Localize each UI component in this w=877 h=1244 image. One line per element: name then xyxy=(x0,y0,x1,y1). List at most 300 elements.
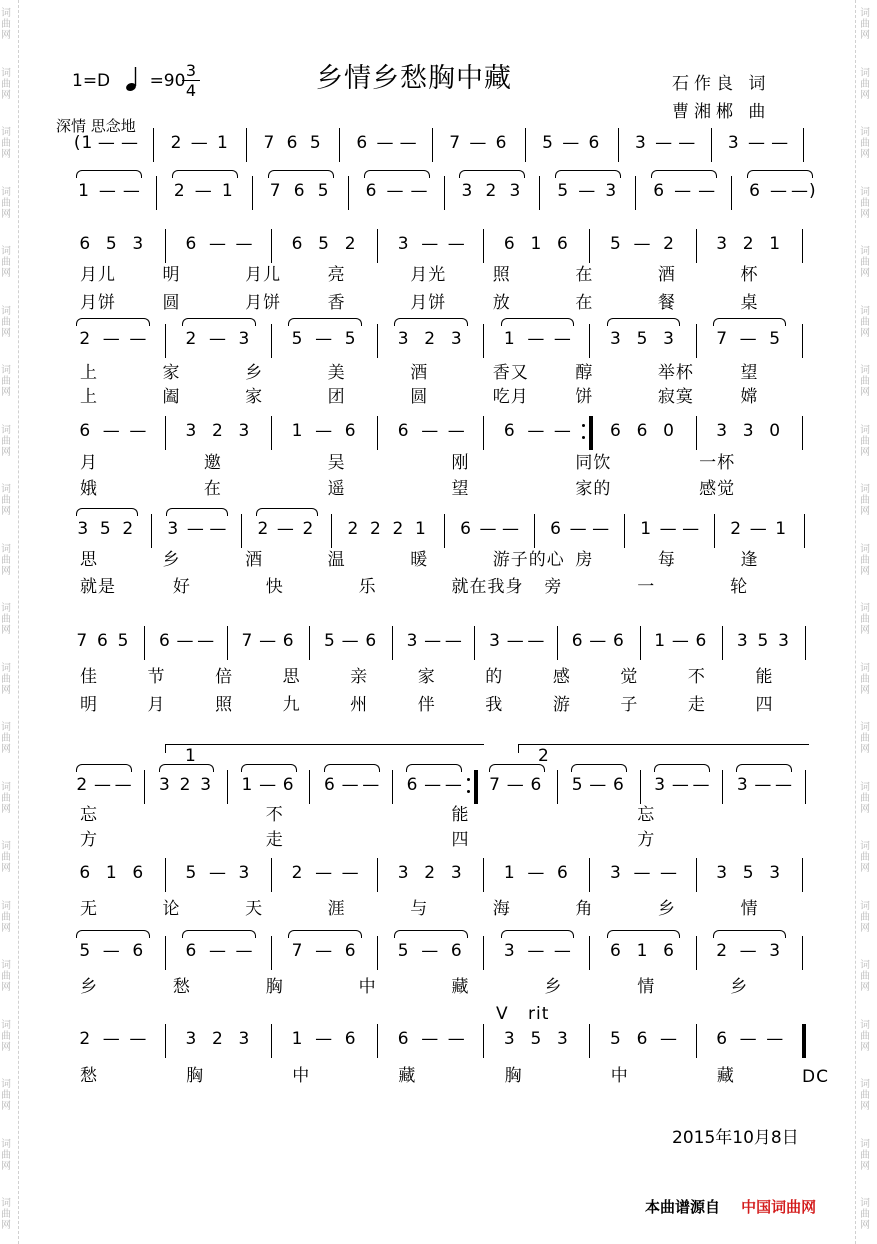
lyric-syllable: 倍 xyxy=(215,667,234,687)
watermark-text: 词 曲 网 xyxy=(1,1079,11,1112)
note: 0 xyxy=(663,421,675,441)
note: — xyxy=(399,133,418,153)
note: 3 xyxy=(185,1029,198,1049)
note: — xyxy=(129,1029,148,1049)
note: 6 xyxy=(344,421,357,441)
slur xyxy=(76,170,142,178)
note: 3 xyxy=(461,181,474,201)
lyric-syllable: 子 xyxy=(620,695,639,715)
note: 2 xyxy=(122,519,135,539)
bar-line xyxy=(227,770,228,804)
note: 3 xyxy=(238,421,251,441)
bar-line xyxy=(804,514,805,548)
lyric-syllable: 藏 xyxy=(398,1066,417,1086)
lyric-syllable: 娥 xyxy=(80,479,98,499)
lyric-syllable: 餐 xyxy=(657,293,676,313)
note: 3 xyxy=(663,329,675,349)
note: 1 xyxy=(217,133,229,153)
key-label: 1=D xyxy=(72,71,111,91)
note: 1 xyxy=(654,631,667,651)
note: 1 xyxy=(640,519,653,539)
time-sig-top: 3 xyxy=(185,61,197,80)
bar-line xyxy=(474,770,478,804)
watermark-text: 词 曲 网 xyxy=(860,8,870,41)
note: 6 xyxy=(97,631,109,651)
bar-line xyxy=(144,626,145,660)
note: 6 xyxy=(397,421,410,441)
lyric-syllable: 照 xyxy=(215,695,234,715)
watermark-text: 词 曲 网 xyxy=(860,127,870,160)
note: 1 xyxy=(636,941,649,961)
slur xyxy=(288,318,362,326)
lyric-syllable: 就是 xyxy=(80,577,116,597)
note: 5 xyxy=(557,181,570,201)
watermark-text: 词 曲 网 xyxy=(1,8,11,41)
note: — xyxy=(749,519,768,539)
lyric-syllable: 就在我身 xyxy=(451,577,524,597)
slur xyxy=(241,764,297,772)
note: 3 xyxy=(769,941,782,961)
note: 3 xyxy=(605,181,618,201)
note: 3 xyxy=(610,329,622,349)
lyric-syllable: 亮 xyxy=(327,265,346,285)
note: 3 xyxy=(397,329,410,349)
note: 3 xyxy=(742,421,755,441)
note: 1 xyxy=(530,234,543,254)
lyric-syllable: 遥 xyxy=(327,479,346,499)
slur xyxy=(182,930,256,938)
performance-mark: rit xyxy=(528,1004,550,1024)
lyric-syllable: 一杯 xyxy=(699,453,736,473)
bar-line xyxy=(377,936,378,970)
note: — xyxy=(341,775,360,795)
note: — xyxy=(633,234,652,254)
lyric-syllable: 月 xyxy=(80,453,98,473)
bar-line xyxy=(640,770,641,804)
note: 5 xyxy=(636,329,649,349)
bar-line xyxy=(696,324,697,358)
tempo-label: =90 xyxy=(149,71,186,91)
lyric-syllable: 月儿 xyxy=(80,265,116,285)
slur xyxy=(76,764,132,772)
bar-line xyxy=(696,1024,697,1058)
note: 3 xyxy=(397,234,410,254)
lyric-syllable: 胸 xyxy=(504,1066,523,1086)
lyric-syllable: 饼 xyxy=(575,387,594,407)
lyric-syllable: 明 xyxy=(80,695,98,715)
note: 1 xyxy=(503,329,516,349)
lyric-syllable: 中 xyxy=(292,1066,311,1086)
slur xyxy=(394,318,468,326)
note: — xyxy=(660,1029,679,1049)
expression-mark: 深情 思念地 xyxy=(56,117,136,135)
watermark-text: 词 曲 网 xyxy=(1,186,11,220)
lyric-syllable: 节 xyxy=(147,667,166,687)
note: — xyxy=(633,863,652,883)
lyric-syllable: 举杯 xyxy=(657,363,694,383)
slur xyxy=(654,764,710,772)
lyric-syllable: 邀 xyxy=(203,453,222,473)
composer: 曹湘郴 曲 xyxy=(672,102,771,122)
lyric-syllable: 快 xyxy=(265,577,284,597)
bar-line xyxy=(309,626,310,660)
bar-line xyxy=(483,936,484,970)
slur xyxy=(172,170,238,178)
lyric-syllable: 阖 xyxy=(162,387,181,407)
bar-line xyxy=(802,858,803,892)
note: 2 xyxy=(730,519,743,539)
lyric-syllable: 乡 xyxy=(657,899,676,919)
note: 2 xyxy=(302,519,315,539)
bar-line xyxy=(271,858,272,892)
lyric-syllable: 走 xyxy=(687,695,706,715)
lyric-syllable: 愁 xyxy=(172,977,191,997)
note: 2 xyxy=(79,329,92,349)
note: 6 xyxy=(588,133,601,153)
lyric-syllable: 四 xyxy=(755,695,774,715)
bar-line xyxy=(618,128,619,162)
bar-line xyxy=(525,128,526,162)
note: 6 xyxy=(613,631,625,651)
watermark-text: 词 曲 网 xyxy=(1,1138,11,1172)
lyric-syllable: 圆 xyxy=(162,293,181,313)
note: — xyxy=(421,941,440,961)
note: 5 xyxy=(99,519,112,539)
lyric-syllable: 乡 xyxy=(80,977,98,997)
bar-line xyxy=(624,514,625,548)
note: 6 xyxy=(132,863,145,883)
lyric-syllable: 醇 xyxy=(575,363,594,383)
note: — xyxy=(341,631,360,651)
note: — xyxy=(259,775,278,795)
lyric-syllable: 游子的心 xyxy=(492,550,565,570)
note: 5 xyxy=(309,133,322,153)
note: — xyxy=(678,133,697,153)
note: 2 xyxy=(716,941,729,961)
bar-line xyxy=(534,514,535,548)
watermark-text: 词 曲 网 xyxy=(860,543,870,577)
lyric-syllable: 海 xyxy=(492,899,511,919)
note: — xyxy=(739,329,758,349)
note: 5 xyxy=(324,631,336,651)
bar-line xyxy=(151,514,152,548)
note: — xyxy=(659,519,678,539)
lyric-syllable: 旁 xyxy=(544,577,563,597)
note: 6 xyxy=(293,181,306,201)
bar-line xyxy=(227,626,228,660)
lyric-syllable: 方 xyxy=(637,830,656,850)
note: 2 xyxy=(424,863,437,883)
note: 3 xyxy=(489,631,501,651)
note: 6 xyxy=(636,1029,649,1049)
bar-line xyxy=(589,858,590,892)
note: — xyxy=(190,133,209,153)
lyric-syllable: 乡 xyxy=(162,550,181,570)
note: 2 xyxy=(485,181,498,201)
note: 6 xyxy=(716,1029,729,1049)
date: 2015年10月8日 xyxy=(672,1128,799,1148)
note: 6 xyxy=(503,234,516,254)
note: — xyxy=(502,519,521,539)
note: 1 xyxy=(241,775,254,795)
lyric-syllable: 香 xyxy=(327,293,346,313)
lyric-syllable: 酒 xyxy=(410,363,429,383)
lyric-syllable: 乐 xyxy=(358,577,377,597)
note: 7 xyxy=(269,181,282,201)
note: 6 xyxy=(503,421,516,441)
lyric-syllable: 论 xyxy=(162,899,181,919)
lyric-syllable: 月儿 xyxy=(245,265,282,285)
note: 7 xyxy=(489,775,501,795)
note: 6 xyxy=(571,631,584,651)
note: — xyxy=(771,133,790,153)
note: — xyxy=(506,775,525,795)
note: (1 xyxy=(73,133,94,153)
note: — xyxy=(186,519,205,539)
slur xyxy=(268,170,334,178)
note: — xyxy=(386,181,405,201)
note: — xyxy=(129,329,148,349)
lyric-syllable: 藏 xyxy=(716,1066,735,1086)
note: 6 xyxy=(556,234,569,254)
note: — xyxy=(698,181,717,201)
song-title: 乡情乡愁胸中藏 xyxy=(316,63,512,94)
bar-line xyxy=(589,936,590,970)
repeat-dot xyxy=(582,424,585,427)
note: 2 xyxy=(742,234,755,254)
lyric-syllable: 佳 xyxy=(80,667,98,687)
lyric-syllable: 家 xyxy=(162,363,181,383)
repeat-dot xyxy=(582,436,585,439)
watermark-text: 词 曲 网 xyxy=(1,543,11,577)
note: 5 xyxy=(317,181,330,201)
volta-bracket xyxy=(518,744,809,753)
note: — xyxy=(739,941,758,961)
lyric-syllable: 温 xyxy=(327,550,346,570)
note: — xyxy=(93,775,112,795)
note: 3 xyxy=(736,631,749,651)
lyric-syllable: 美 xyxy=(327,363,346,383)
bar-line xyxy=(165,324,166,358)
note: — xyxy=(527,329,546,349)
watermark-text: 词 曲 网 xyxy=(1,484,11,517)
lyric-syllable: 家 xyxy=(245,387,264,407)
note: 3 xyxy=(132,234,145,254)
note: 2 xyxy=(424,329,437,349)
note: 6 xyxy=(324,775,336,795)
bar-line xyxy=(474,626,475,660)
watermark-text: 词 曲 网 xyxy=(1,127,11,160)
lyric-syllable: 亲 xyxy=(350,667,369,687)
note: — xyxy=(129,421,148,441)
lyric-syllable: 中 xyxy=(610,1066,629,1086)
note: 7 xyxy=(241,631,254,651)
watermark-text: 词 曲 网 xyxy=(1,603,11,636)
credits xyxy=(672,70,770,126)
bar-line xyxy=(339,128,340,162)
note: — xyxy=(578,181,597,201)
lyric-syllable: 思 xyxy=(80,550,98,570)
note: — xyxy=(97,133,116,153)
watermark-text: 词 曲 网 xyxy=(1,781,11,815)
note: — xyxy=(444,631,463,651)
bar-line xyxy=(589,1024,590,1058)
lyric-syllable: 照 xyxy=(492,265,511,285)
lyric-syllable: 同饮 xyxy=(575,453,612,473)
watermark-text: 词 曲 网 xyxy=(860,67,870,101)
volta-number: 1 xyxy=(185,746,197,766)
note: — xyxy=(766,1029,785,1049)
bar-line xyxy=(331,514,332,548)
bar-line xyxy=(696,936,697,970)
note: — xyxy=(102,329,121,349)
bar-line xyxy=(271,416,272,450)
note: — xyxy=(569,519,588,539)
repeat-dot xyxy=(467,790,470,793)
note: — xyxy=(341,863,360,883)
note: 6 xyxy=(356,133,369,153)
note: — xyxy=(235,234,254,254)
bar-line xyxy=(714,514,715,548)
bar-line xyxy=(802,936,803,970)
note: — xyxy=(671,631,690,651)
lyric-syllable: 在 xyxy=(203,479,222,499)
bar-line xyxy=(309,770,310,804)
lyric-syllable: 杯 xyxy=(740,265,759,285)
note: 6 xyxy=(610,941,622,961)
performance-mark: V xyxy=(496,1004,509,1024)
watermark-text: 词 曲 网 xyxy=(1,305,11,339)
note: 3 xyxy=(716,234,729,254)
slur xyxy=(406,764,462,772)
note: 3 xyxy=(509,181,522,201)
bar-line xyxy=(252,176,253,210)
note: — xyxy=(421,421,440,441)
note: 3 xyxy=(716,863,729,883)
note: 7 xyxy=(291,941,304,961)
bar-line xyxy=(802,229,803,263)
bar-line xyxy=(156,176,157,210)
bar-line xyxy=(165,229,166,263)
lyric-syllable: 的 xyxy=(485,667,504,687)
lyric-syllable: 望 xyxy=(740,363,759,383)
slur xyxy=(713,930,787,938)
bar-line xyxy=(483,229,484,263)
bar-line xyxy=(802,416,803,450)
note: 6 xyxy=(636,421,649,441)
note: 1 xyxy=(775,519,788,539)
bar-line xyxy=(392,626,393,660)
lyric-syllable: 愁 xyxy=(80,1066,98,1086)
bar-line xyxy=(711,128,712,162)
note: 6 xyxy=(79,863,92,883)
bar-line xyxy=(271,229,272,263)
note: — xyxy=(553,329,572,349)
note: 1 xyxy=(415,519,427,539)
watermark-text: 词 曲 网 xyxy=(1,246,11,279)
time-signature xyxy=(182,62,200,99)
bar-line xyxy=(635,176,636,210)
note: — xyxy=(447,421,466,441)
note: 6 xyxy=(291,234,304,254)
note: — xyxy=(410,181,429,201)
slur xyxy=(459,170,525,178)
watermark-text: 词 曲 网 xyxy=(860,246,870,279)
lyric-syllable: 忘 xyxy=(637,805,656,825)
note: 1 xyxy=(105,863,118,883)
watermark-text: 词 曲 网 xyxy=(860,1138,870,1172)
note: — xyxy=(527,941,546,961)
lyric-syllable: 乡 xyxy=(544,977,563,997)
watermark-text: 词 曲 网 xyxy=(860,424,870,458)
note: 2 xyxy=(347,519,360,539)
bar-line xyxy=(802,1024,806,1058)
note: 6 xyxy=(556,863,569,883)
bar-line xyxy=(539,176,540,210)
note: — xyxy=(674,181,693,201)
note: 5 xyxy=(610,234,622,254)
lyric-syllable: 我 xyxy=(485,695,504,715)
bar-line xyxy=(722,626,723,660)
note: — xyxy=(259,631,278,651)
note: 3 xyxy=(238,329,251,349)
lyric-syllable: 家 xyxy=(417,667,436,687)
lyric-syllable: 好 xyxy=(172,577,191,597)
note: — xyxy=(421,1029,440,1049)
note: 6 xyxy=(610,421,622,441)
note: — xyxy=(444,775,463,795)
note: — xyxy=(562,133,581,153)
lyric-syllable: 放 xyxy=(492,293,511,313)
bar-line xyxy=(640,626,641,660)
lyric-syllable: 方 xyxy=(80,830,98,850)
bar-line xyxy=(589,416,593,450)
lyric-syllable: 圆 xyxy=(410,387,429,407)
lyric-syllable: 桌 xyxy=(740,293,759,313)
slur xyxy=(489,764,545,772)
note: 2 xyxy=(170,133,183,153)
lyric-syllable: 胸 xyxy=(265,977,284,997)
note: 2 xyxy=(185,329,198,349)
note: 6 xyxy=(450,941,463,961)
volta-bracket xyxy=(165,744,484,753)
note: — xyxy=(362,775,381,795)
lyric-syllable: 月饼 xyxy=(80,293,116,313)
watermark-text: 词 曲 网 xyxy=(1,424,11,458)
lyric-syllable: 四 xyxy=(451,830,470,850)
slur xyxy=(76,318,150,326)
note: — xyxy=(102,941,121,961)
note: 0 xyxy=(769,421,782,441)
note: 7 xyxy=(716,329,729,349)
note: — xyxy=(553,421,572,441)
bar-line xyxy=(246,128,247,162)
note: 6 xyxy=(495,133,508,153)
lyric-syllable: 忘 xyxy=(80,805,98,825)
watermark-text: 词 曲 网 xyxy=(860,484,870,517)
note: 6 xyxy=(406,775,419,795)
bar-line xyxy=(805,770,806,804)
lyric-syllable: 无 xyxy=(80,899,98,919)
note: 3 xyxy=(158,775,171,795)
lyric-syllable: 酒 xyxy=(657,265,676,285)
lyric-syllable: 与 xyxy=(410,899,429,919)
bar-line xyxy=(165,1024,166,1058)
note: 5 xyxy=(530,1029,543,1049)
bar-line xyxy=(241,514,242,548)
note: — xyxy=(754,775,773,795)
note: — xyxy=(589,775,608,795)
